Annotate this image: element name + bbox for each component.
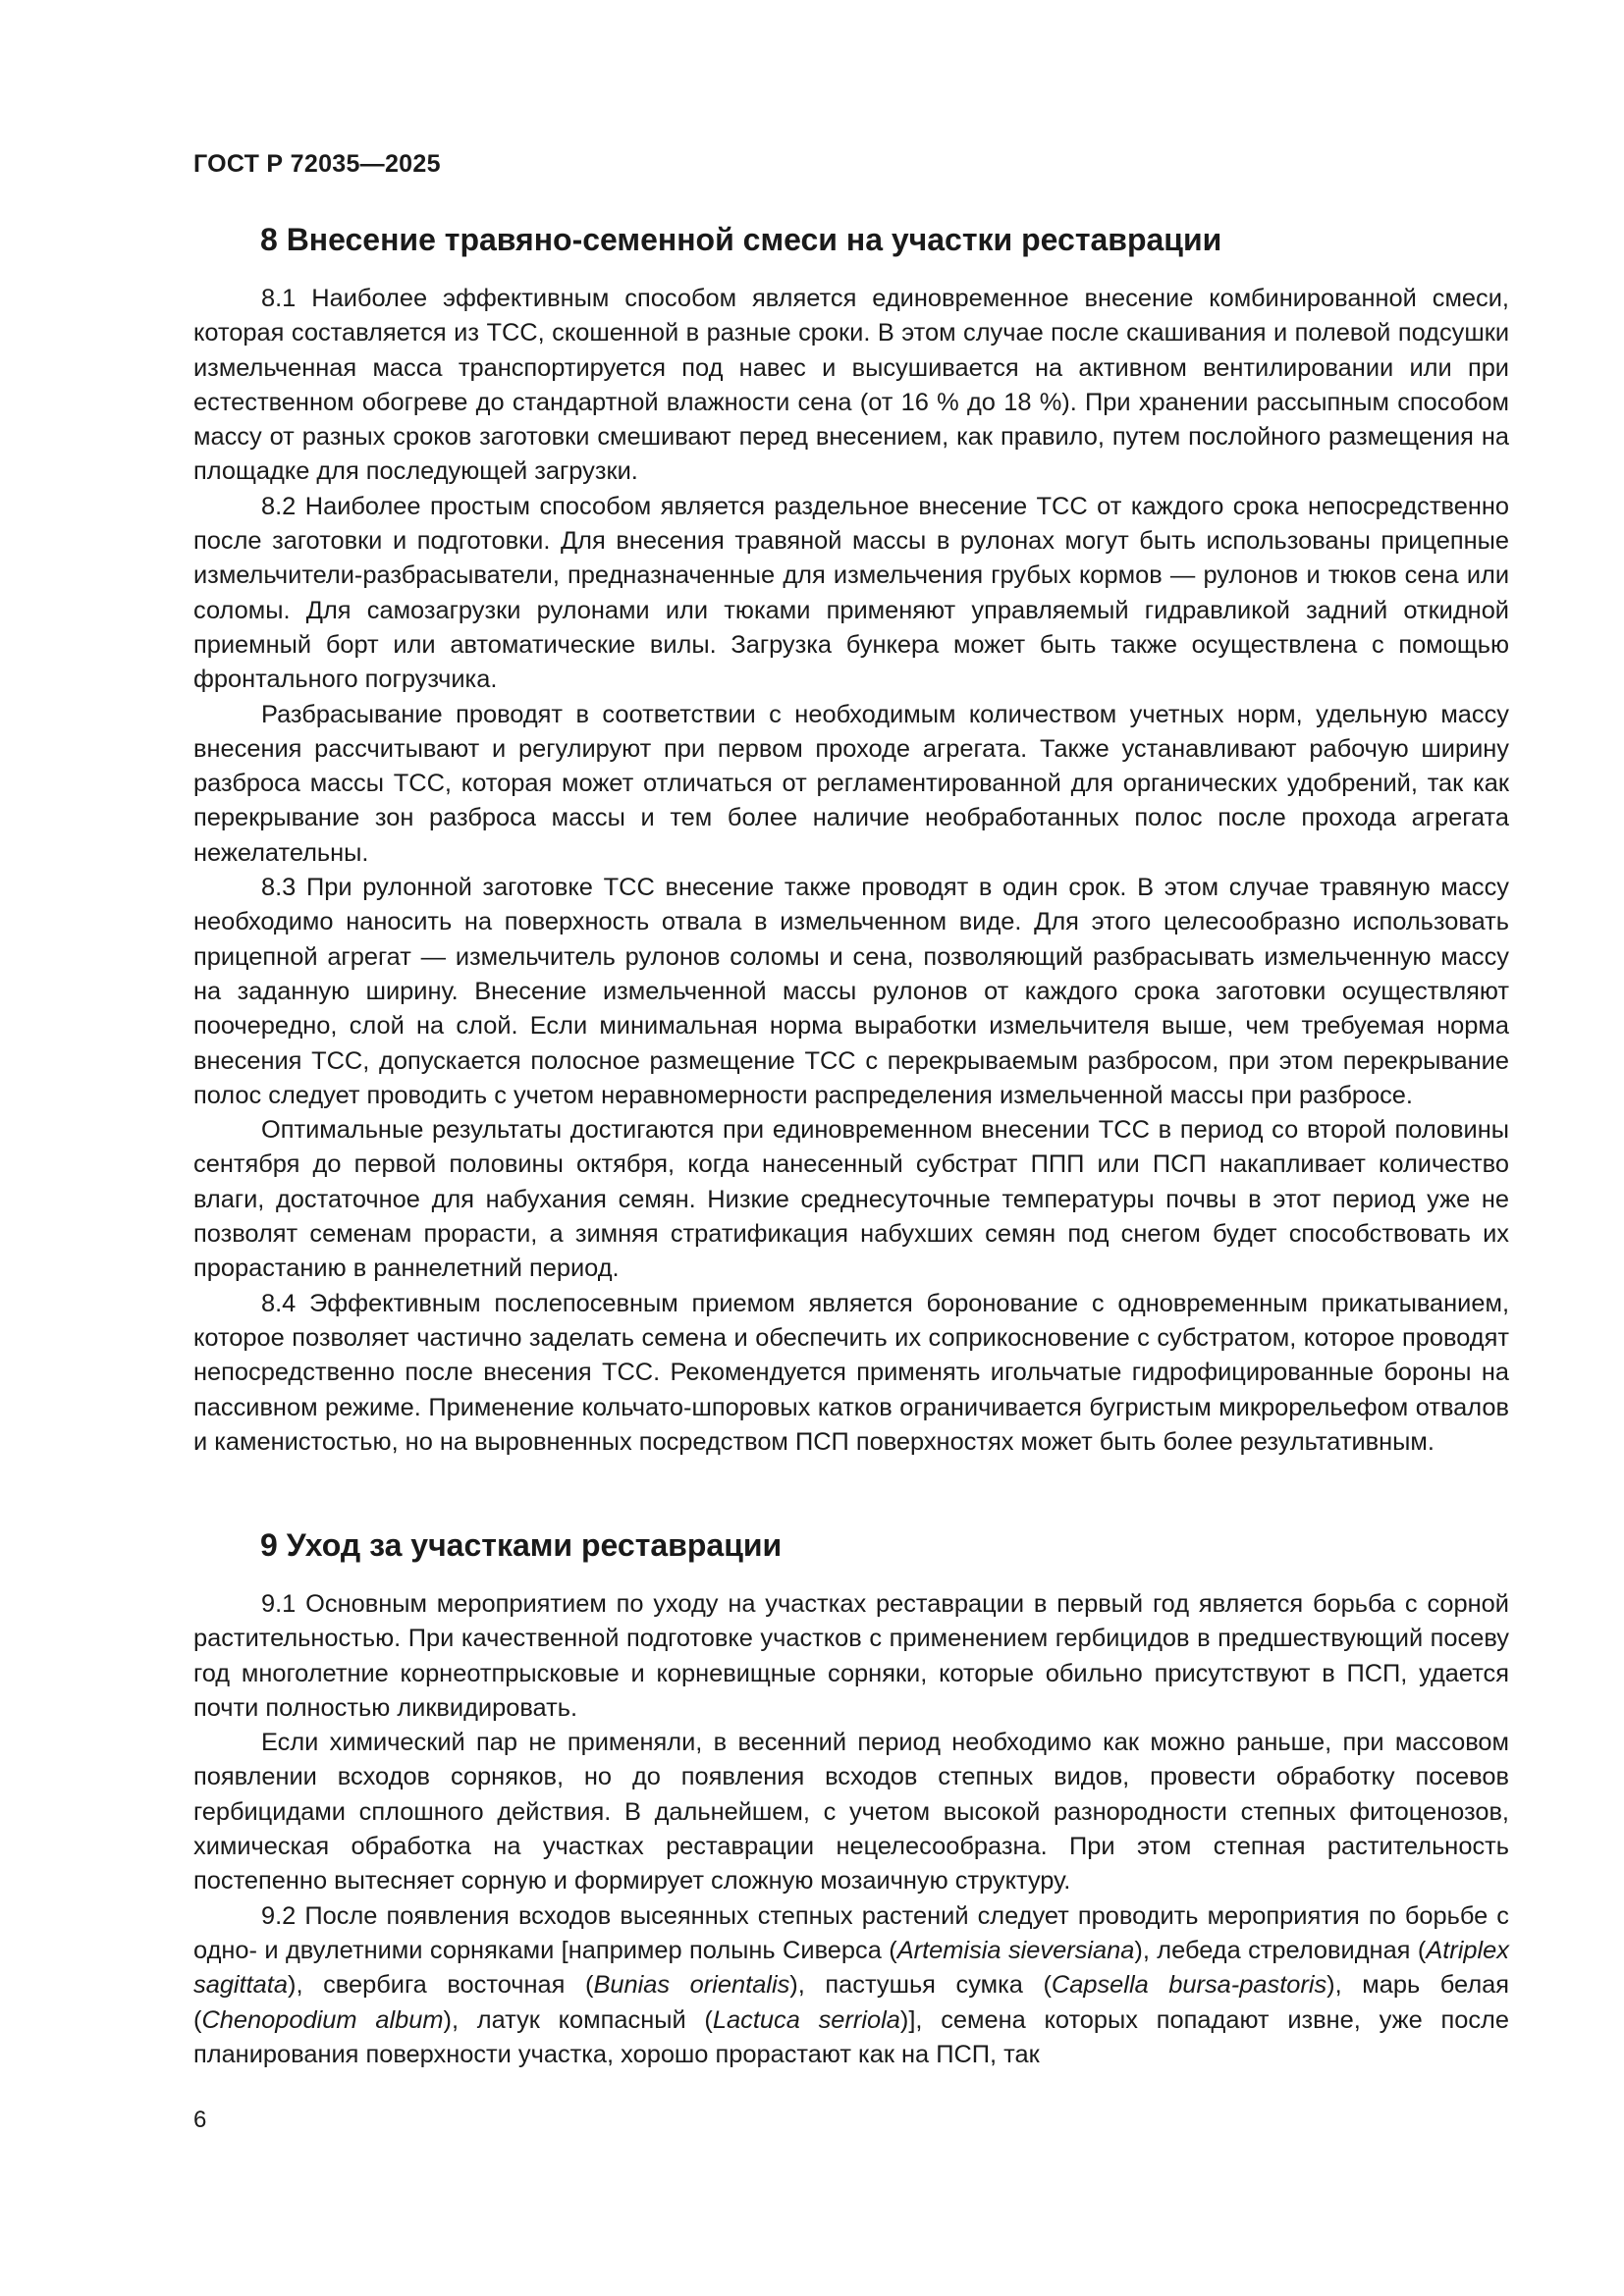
paragraph-8-2: 8.2 Наиболее простым способом является раздельное внесение ТСС от каждого срока непосредственно после заготовки и подготовки. Для внесения травяной массы в рулонах могут быть использованы прицепные измельчители-разбрасыватели, предназначенные для измельчения грубых кормов — рулонов и тюков сена или соломы. Для самозагрузки рулонами или тюками применяют управляемый гидравликой задний откидной приемный борт или автоматические вилы. Загрузка бункера может быть также осуществлена с помощью фронтального погрузчика.: [193, 492, 1509, 694]
paragraph-8-3-continued: Оптимальные результаты достигаются при единовременном внесении ТСС в период со второй половины сентября до первой половины октября, когда нанесенный субстрат ППП или ПСП накапливает количество влаги, достаточное для набухания семян. Низкие среднесуточные температуры почвы в этот период уже не позволят семенам прорасти, а зимняя стратификация набухших семян под снегом будет способствовать их прорастанию в раннелетний период.: [193, 1116, 1509, 1283]
section-8-heading: 8 Внесение травяно-семенной смеси на участки реставрации: [260, 222, 1222, 257]
text-span: ), пастушья сумка (: [789, 1971, 1052, 2000]
paragraph-9-2: [193, 1899, 1509, 2072]
paragraph-8-2-continued: Разбрасывание проводят в соответствии с необходимым количеством учетных норм, удельную массу внесения рассчитывают и регулируют при первом проходе агрегата. Также устанавливают рабочую ширину разброса массы ТСС, которая может отличаться от регламентированной для органических удобрений, так как перекрывание зон разброса массы и тем более наличие необработанных полос после прохода агрегата нежелательны.: [193, 700, 1509, 867]
paragraph-8-3: 8.3 При рулонной заготовке ТСС внесение также проводят в один срок. В этом случае травяную массу необходимо наносить на поверхность отвала в измельченном виде. Для этого целесообразно использовать прицепной агрегат — измельчитель рулонов соломы и сена, позволяющий разбрасывать измельченную массу на заданную ширину. Внесение измельченной массы рулонов от каждого срока заготовки осуществляют поочередно, слой на слой. Если минимальная норма выработки измельчителя выше, чем требуемая норма внесения ТСС, допускается полосное размещение ТСС с перекрываемым разбросом, при этом перекрывание полос следует проводить с учетом неравномерности распределения измельченной массы при разбросе.: [193, 874, 1509, 1109]
paragraph-9-1: 9.1 Основным мероприятием по уходу на участках реставрации в первый год является борьба с сорной растительностью. При качественной подготовке участков с применением гербицидов в предшествующий посеву год многолетние корнеотпрысковые и корневищные сорняки, которые обильно присутствуют в ПСП, удается почти полностью ликвидировать.: [193, 1590, 1509, 1722]
section-9-heading: 9 Уход за участками реставрации: [260, 1527, 783, 1563]
latin-species-name: Atriplex sagittata: [193, 1936, 1509, 2000]
section-9: [193, 1522, 1509, 2072]
text-span: ), свербига восточная (: [287, 1971, 594, 2000]
text-span: )], семена которых попадают извне, уже после планирования поверхности участка, хорошо прорастают как на ПСП, так: [193, 2005, 1509, 2068]
page-number: 6: [193, 2107, 207, 2133]
latin-species-name: Bunias orientalis: [593, 1971, 790, 2000]
latin-species-name: Capsella bursa-pastoris: [1051, 1971, 1327, 2000]
text-span: 9.2 После появления всходов высеянных степных растений следует проводить мероприятия по борьбе с одно- и двулетними сорняками [например полынь Сиверса (: [193, 1901, 1509, 1964]
section-8: [193, 217, 1509, 1460]
latin-species-name: Lactuca serriola: [712, 2005, 900, 2034]
paragraph-9-1-continued: Если химический пар не применяли, в весенний период необходимо как можно раньше, при массовом появлении всходов сорняков, но до появления всходов степных видов, провести обработку посевов гербицидами сплошного действия. В дальнейшем, с учетом высокой разнородности степных фитоценозов, химическая обработка на участках реставрации нецелесообразна. При этом степная растительность постепенно вытесняет сорную и формирует сложную мозаичную структуру.: [193, 1729, 1509, 1896]
paragraph-8-1: 8.1 Наиболее эффективным способом является единовременное внесение комбинированной смеси, которая составляется из ТСС, скошенной в разные сроки. В этом случае после скашивания и полевой подсушки измельченная масса транспортируется под навес и высушивается на активном вентилировании или при естественном обогреве до стандартной влажности сена (от 16 % до 18 %). При хранении рассыпным способом массу от разных сроков заготовки смешивают перед внесением, как правило, путем послойного размещения на площадке для последующей загрузки.: [193, 285, 1509, 486]
paragraph-8-4: 8.4 Эффективным послепосевным приемом является боронование с одновременным прикатыванием, которое позволяет частично заделать семена и обеспечить их соприкосновение с субстратом, которое проводят непосредственно после внесения ТСС. Рекомендуется применять игольчатые гидрофицированные бороны на пассивном режиме. Применение кольчато-шпоровых катков ограничивается бугристым микрорельефом отвалов и каменистостью, но на выровненных посредством ПСП поверхностях может быть более результативным.: [193, 1289, 1509, 1456]
latin-species-name: Artemisia sieversiana: [896, 1936, 1135, 1964]
text-span: ), латук компасный (: [443, 2005, 713, 2034]
document-header: ГОСТ Р 72035—2025: [193, 150, 441, 178]
text-span: ), марь белая (: [193, 1971, 1510, 2034]
text-span: ), лебеда стреловидная (: [1134, 1936, 1427, 1964]
latin-species-name: Chenopodium album: [201, 2005, 444, 2034]
